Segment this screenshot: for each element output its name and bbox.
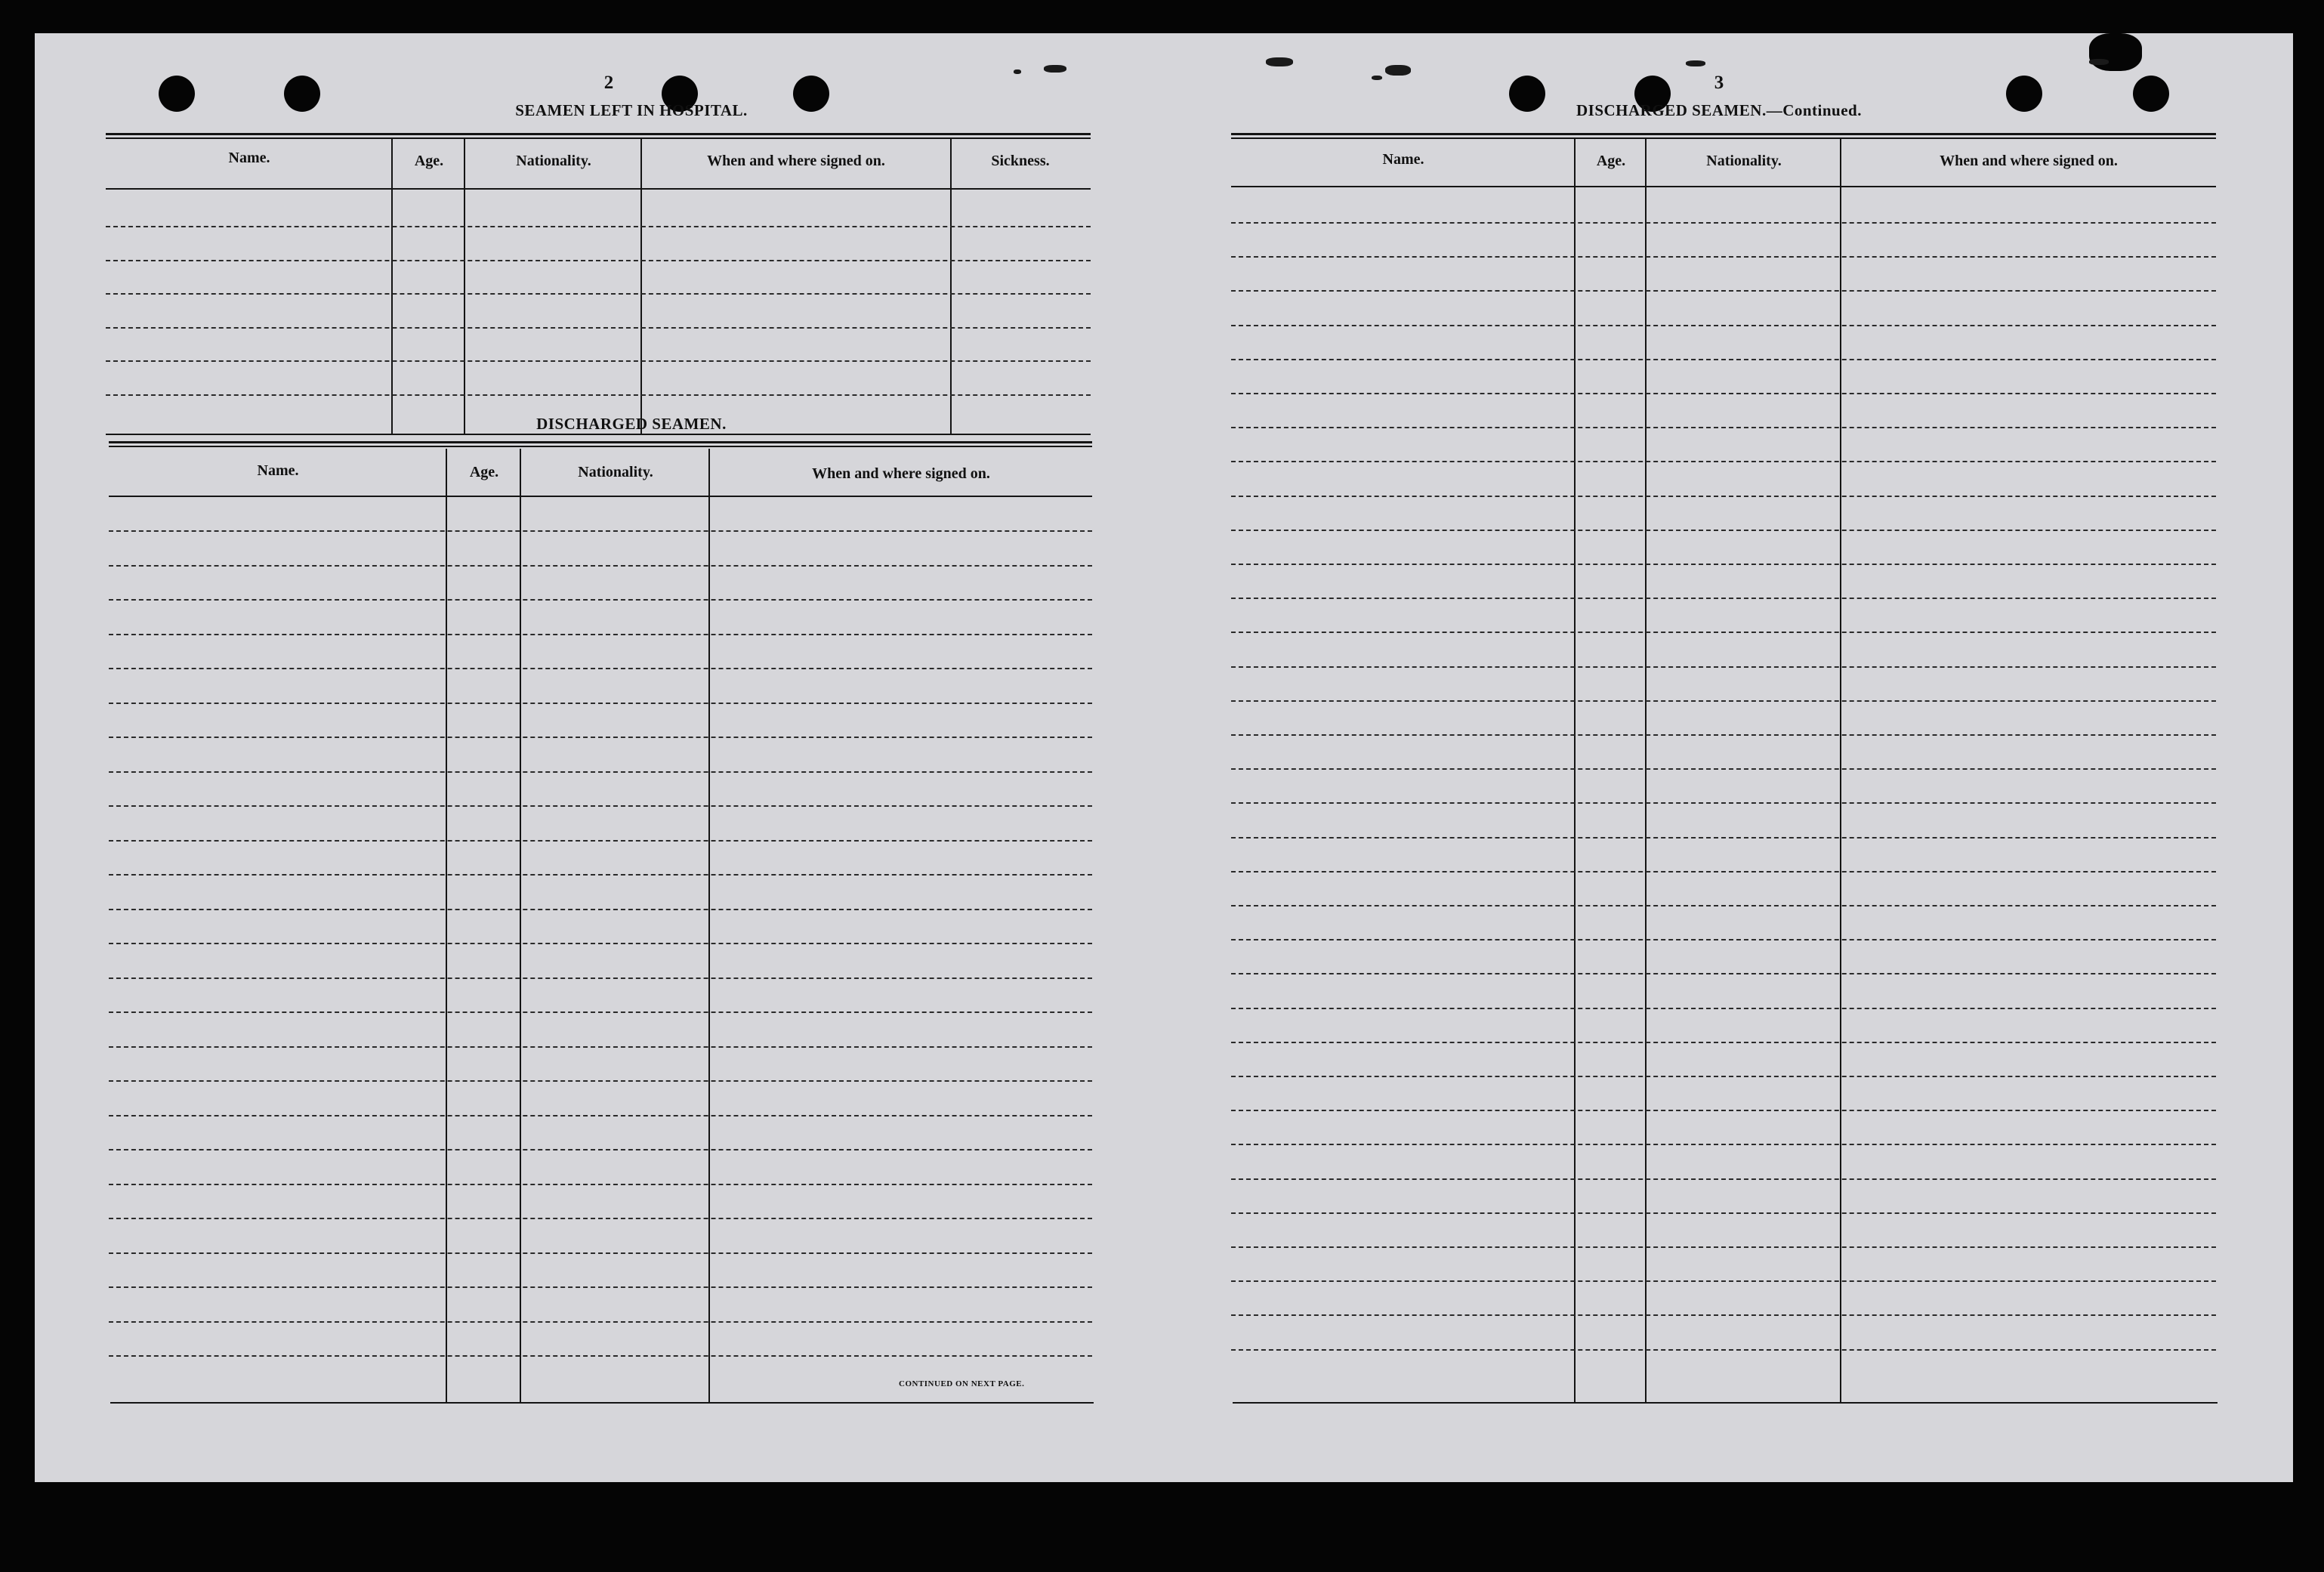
form-row-line — [1231, 1144, 2216, 1145]
form-row-line — [1231, 290, 2216, 292]
form-row-line — [1231, 700, 2216, 702]
form-row-line — [109, 668, 1092, 669]
form-row-line — [1231, 359, 2216, 360]
table-top-rule — [1231, 133, 2216, 135]
header-underline — [1231, 186, 2216, 187]
ink-speck — [1014, 69, 1021, 74]
column-header-signed-on: When and where signed on. — [812, 465, 990, 482]
form-row-line — [1231, 564, 2216, 565]
column-header-name: Name. — [228, 150, 270, 166]
form-row-line — [1231, 461, 2216, 462]
form-row-line — [109, 1046, 1092, 1048]
ink-speck — [1266, 57, 1293, 66]
column-header-age: Age. — [1596, 153, 1626, 169]
ink-speck — [1372, 76, 1382, 80]
form-row-line — [1231, 1076, 2216, 1077]
form-row-line — [106, 293, 1091, 295]
form-row-line — [1231, 1212, 2216, 1214]
table-top-rule — [109, 446, 1092, 447]
form-row-line — [109, 1321, 1092, 1323]
form-row-line — [109, 1115, 1092, 1116]
ink-speck — [2089, 33, 2142, 71]
ink-speck — [1385, 65, 1411, 76]
page-number: 3 — [1714, 73, 1724, 93]
form-row-line — [109, 1080, 1092, 1082]
form-row-line — [1231, 1314, 2216, 1316]
table-top-rule — [106, 133, 1091, 135]
header-underline — [109, 496, 1092, 497]
form-row-line — [109, 909, 1092, 910]
form-row-line — [109, 530, 1092, 532]
form-row-line — [1231, 1110, 2216, 1111]
column-header-name: Name. — [1382, 151, 1424, 168]
form-row-line — [109, 1011, 1092, 1013]
column-header-sickness: Sickness. — [991, 153, 1050, 169]
form-row-line — [109, 1218, 1092, 1219]
form-row-line — [1231, 1042, 2216, 1043]
form-row-line — [109, 805, 1092, 807]
header-underline — [106, 188, 1091, 190]
form-row-line — [109, 703, 1092, 704]
form-row-line — [109, 874, 1092, 876]
ink-speck — [1686, 60, 1705, 66]
column-divider — [446, 449, 447, 1402]
form-row-line — [1231, 325, 2216, 326]
table-bottom-rule — [110, 1402, 1094, 1404]
column-header-nationality: Nationality. — [516, 153, 591, 169]
table-top-rule — [1231, 137, 2216, 139]
form-row-line — [1231, 734, 2216, 736]
column-divider — [708, 449, 710, 1402]
form-row-line — [109, 634, 1092, 635]
page-number: 2 — [603, 73, 614, 93]
form-row-line — [1231, 905, 2216, 906]
form-row-line — [1231, 1246, 2216, 1248]
table-bottom-rule — [1233, 1402, 2218, 1404]
column-divider — [520, 449, 521, 1402]
form-row-line — [1231, 1178, 2216, 1180]
punch-hole — [2006, 76, 2042, 112]
punch-hole — [284, 76, 320, 112]
form-row-line — [1231, 973, 2216, 974]
column-divider — [950, 139, 952, 434]
form-row-line — [1231, 598, 2216, 599]
form-row-line — [109, 1286, 1092, 1288]
punch-hole — [159, 76, 195, 112]
form-row-line — [1231, 837, 2216, 839]
form-row-line — [1231, 496, 2216, 497]
continued-section-title: DISCHARGED SEAMEN.—Continued. — [1576, 101, 1862, 119]
form-row-line — [109, 1355, 1092, 1357]
form-row-line — [1231, 393, 2216, 394]
form-row-line — [109, 977, 1092, 979]
form-row-line — [106, 226, 1091, 227]
discharged-section-title: DISCHARGED SEAMEN. — [536, 415, 727, 433]
form-row-line — [109, 1252, 1092, 1254]
form-row-line — [109, 599, 1092, 601]
table-top-rule — [109, 441, 1092, 443]
form-row-line — [109, 771, 1092, 773]
form-row-line — [1231, 1008, 2216, 1009]
form-row-line — [109, 565, 1092, 567]
continued-footer: CONTINUED ON NEXT PAGE. — [899, 1379, 1025, 1388]
ink-speck — [2089, 59, 2109, 65]
column-divider — [640, 139, 642, 434]
form-row-line — [1231, 256, 2216, 258]
form-row-line — [109, 737, 1092, 738]
ink-speck — [1044, 65, 1066, 73]
column-divider — [391, 139, 393, 434]
form-row-line — [106, 260, 1091, 261]
form-row-line — [1231, 939, 2216, 940]
column-header-name: Name. — [257, 462, 299, 479]
table-bottom-rule — [106, 434, 1091, 435]
column-header-signed-on: When and where signed on. — [1940, 153, 2118, 169]
form-row-line — [1231, 1349, 2216, 1351]
form-row-line — [1231, 427, 2216, 428]
form-row-line — [1231, 768, 2216, 770]
form-row-line — [1231, 530, 2216, 531]
form-row-line — [109, 943, 1092, 944]
form-row-line — [106, 327, 1091, 329]
column-header-nationality: Nationality. — [578, 464, 653, 480]
form-row-line — [1231, 1280, 2216, 1282]
column-header-nationality: Nationality. — [1706, 153, 1782, 169]
form-row-line — [109, 840, 1092, 842]
hospital-section-title: SEAMEN LEFT IN HOSPITAL. — [515, 101, 748, 119]
table-top-rule — [106, 137, 1091, 139]
form-row-line — [1231, 632, 2216, 633]
form-row-line — [1231, 222, 2216, 224]
form-sheet — [35, 33, 2293, 1482]
column-header-age: Age. — [414, 153, 444, 169]
form-row-line — [109, 1184, 1092, 1185]
punch-hole — [2133, 76, 2169, 112]
column-divider — [464, 139, 465, 434]
form-row-line — [1231, 666, 2216, 668]
form-row-line — [1231, 802, 2216, 804]
form-row-line — [106, 360, 1091, 362]
form-row-line — [1231, 871, 2216, 872]
column-header-age: Age. — [469, 464, 499, 480]
form-row-line — [106, 394, 1091, 396]
column-header-signed-on: When and where signed on. — [707, 153, 885, 169]
form-row-line — [109, 1149, 1092, 1150]
